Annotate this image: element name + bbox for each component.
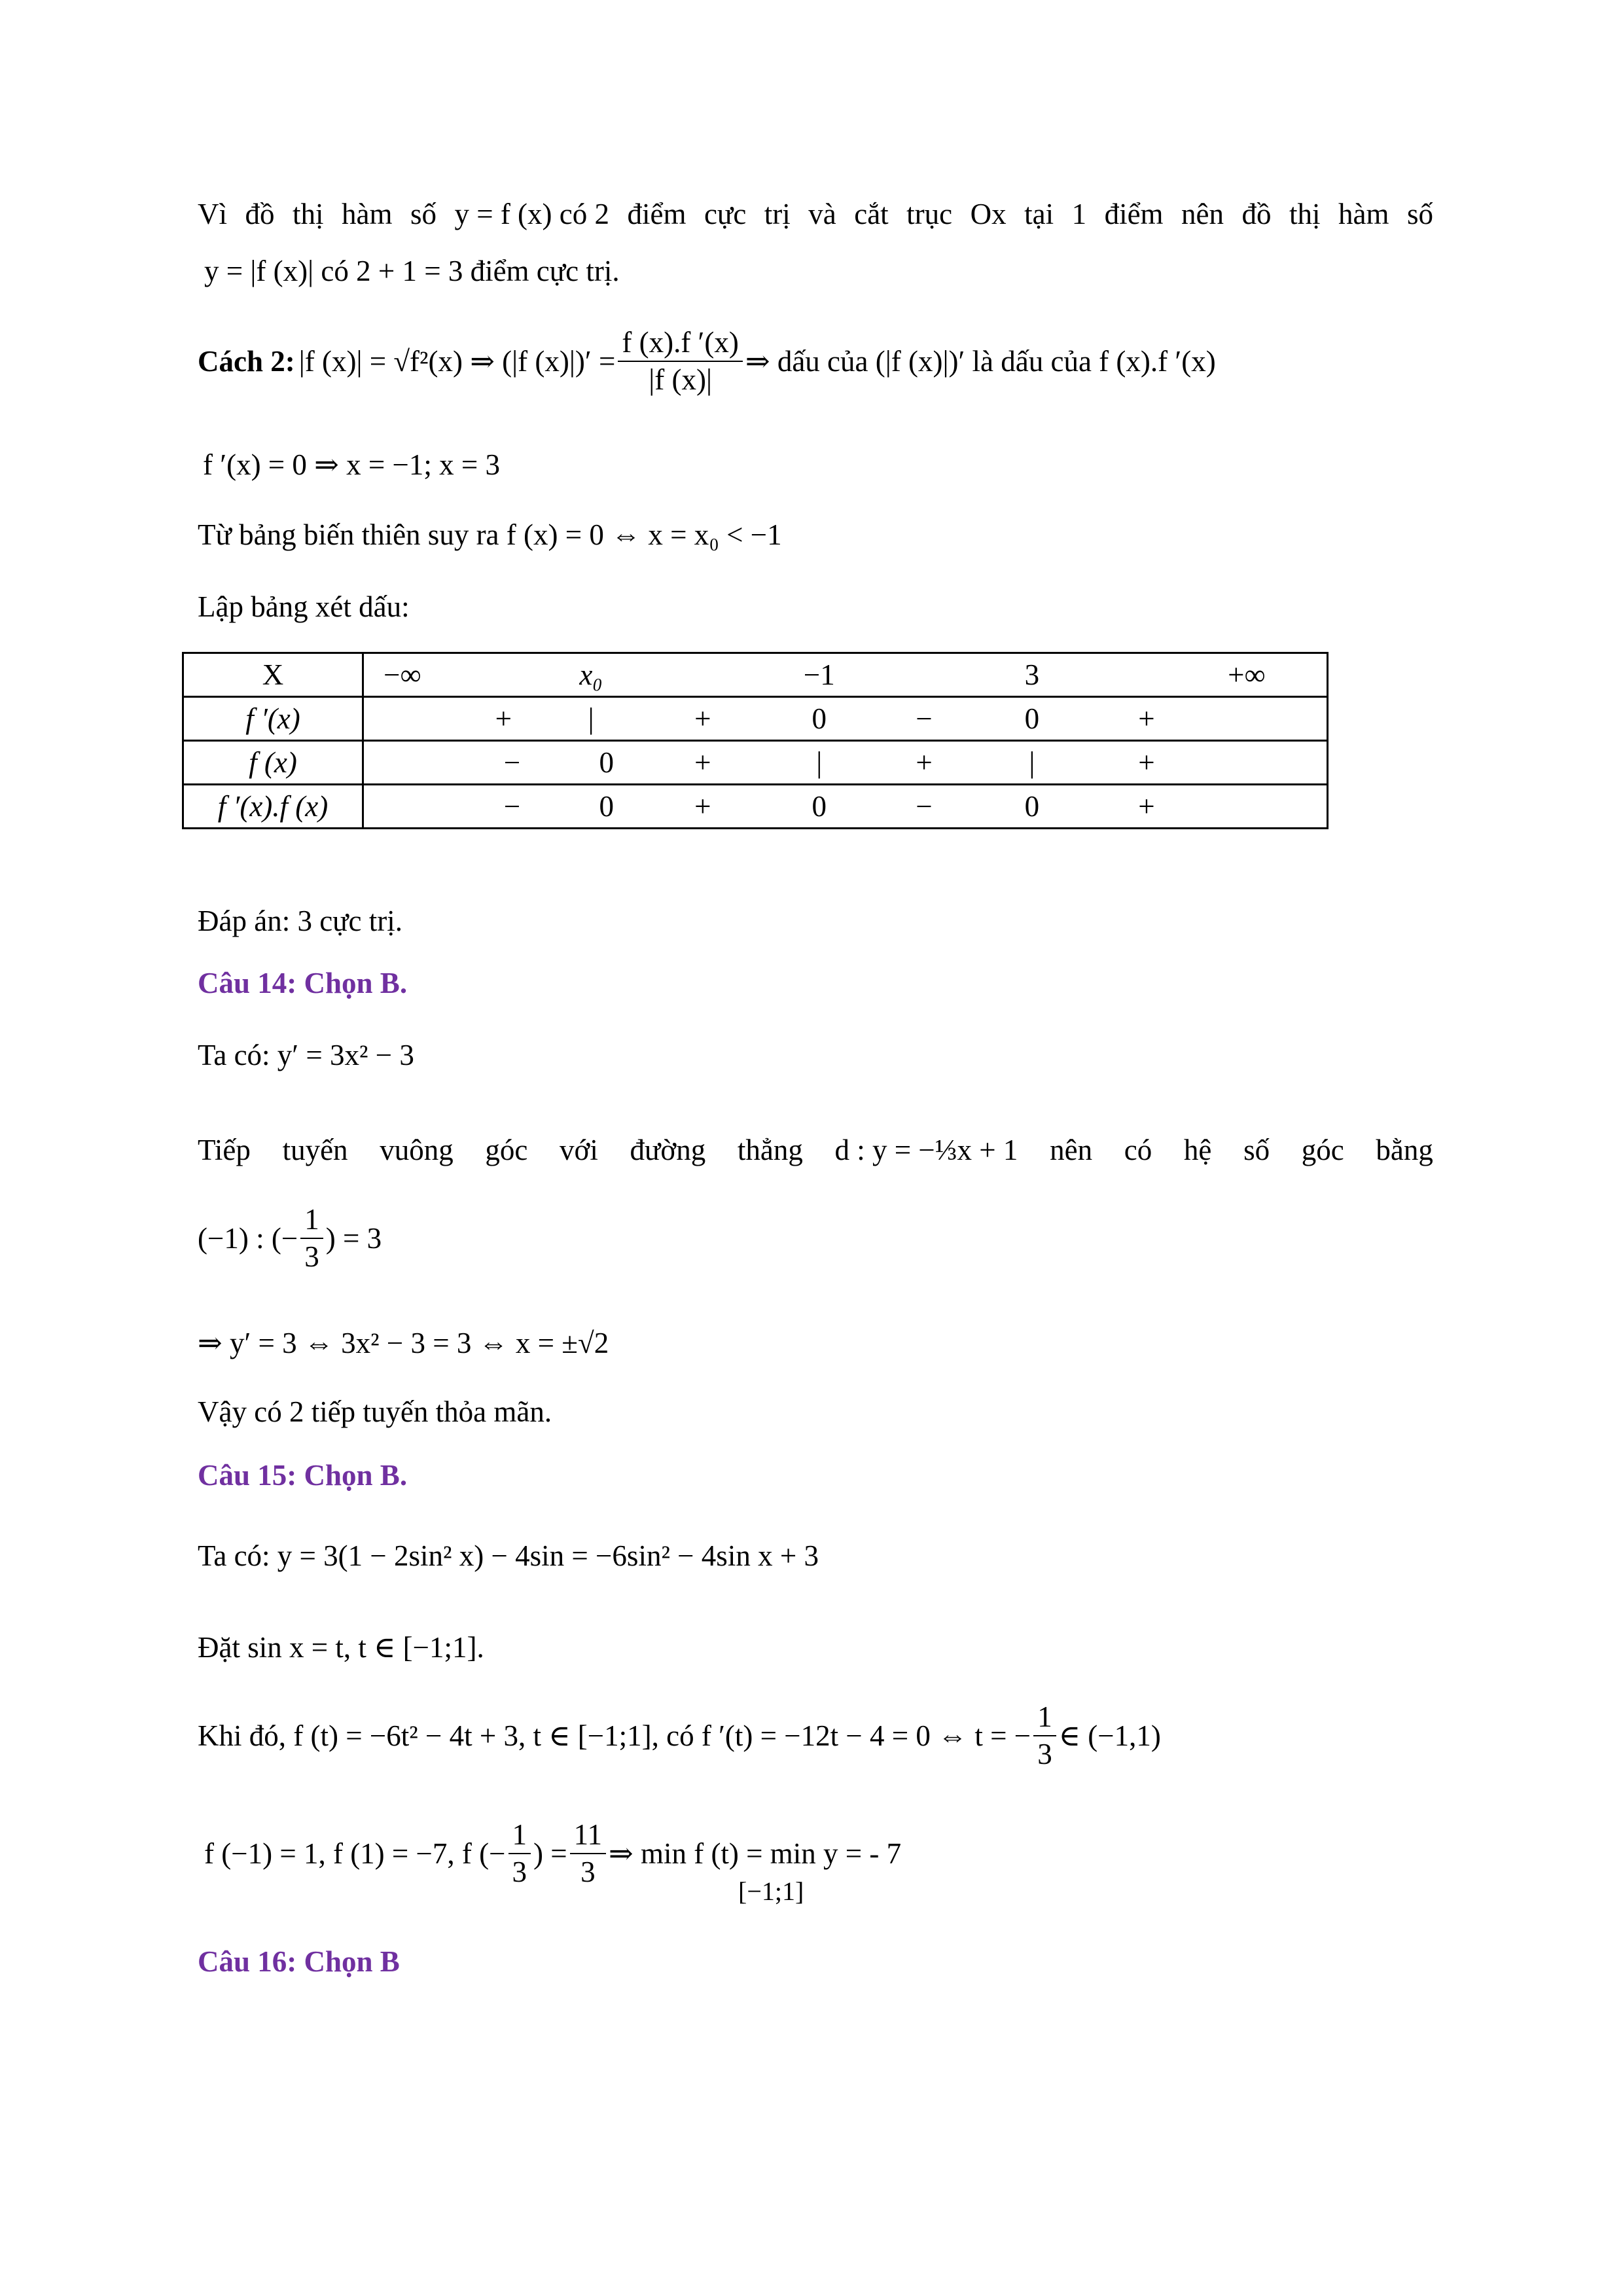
- intro-word: điểm: [1104, 198, 1164, 230]
- q14-word: số: [1243, 1134, 1270, 1166]
- q15-fraction: [1033, 1702, 1056, 1770]
- q15-frac-numerator: 1: [1033, 1702, 1056, 1736]
- row-label-f: f (x): [183, 741, 363, 785]
- cach2-frac-denominator: |f (x)|: [649, 363, 712, 397]
- intro-word: số: [1406, 198, 1433, 230]
- sign: 0: [1024, 702, 1040, 735]
- value-three: 3: [1024, 658, 1040, 691]
- q15-line4-right: ⇒ min f (t) = min y = - 7: [609, 1837, 902, 1870]
- intro-word: thị: [292, 198, 324, 230]
- sign: +: [916, 746, 933, 779]
- q15-line-2: Đặt sin x = t, t ∈ [−1;1].: [198, 1631, 484, 1664]
- q14-frac-denominator: 3: [304, 1240, 319, 1274]
- sign: +: [1138, 702, 1155, 735]
- intro-word: điểm: [627, 198, 687, 230]
- derivative-line: f ′(x) = 0 ⇒ x = −1; x = 3: [203, 448, 501, 481]
- sign: +: [694, 790, 711, 823]
- q14-word: với: [560, 1134, 598, 1166]
- intro-line-1: [198, 200, 1433, 229]
- q15-frac-a-numerator: 1: [508, 1820, 531, 1854]
- q14-word: bằng: [1376, 1134, 1433, 1166]
- row-x-values: [363, 653, 1328, 697]
- sign: −: [503, 746, 521, 779]
- value-minus-one: −1: [803, 658, 835, 691]
- question-14-heading: Câu 14: Chọn B.: [198, 967, 408, 999]
- q15-line4-left: f (−1) = 1, f (1) = −7, f (−: [204, 1837, 506, 1870]
- cach2-fraction: [618, 327, 743, 396]
- intro-word: Ox: [970, 198, 1007, 230]
- q14-word: vuông: [380, 1134, 454, 1166]
- intro-word: nên: [1181, 198, 1224, 230]
- q14-word: thẳng: [737, 1134, 803, 1166]
- q15-line-3: [198, 1702, 1161, 1770]
- q15-frac-denominator: 3: [1037, 1738, 1052, 1771]
- q14-word: có: [1124, 1134, 1152, 1166]
- intro-word: thị: [1289, 198, 1321, 230]
- row-label-product: f ′(x).f (x): [183, 785, 363, 829]
- q14-line-4: ⇒ y′ = 3 ⇔ 3x² − 3 = 3 ⇔ x = ±√2: [198, 1327, 609, 1359]
- sign-table-row-f: [183, 741, 1328, 785]
- sign: −: [503, 790, 521, 823]
- question-15-heading: Câu 15: Chọn B.: [198, 1459, 408, 1492]
- sign: +: [1138, 746, 1155, 779]
- q15-frac-a-denominator: 3: [512, 1856, 527, 1889]
- sign: +: [694, 746, 711, 779]
- intro-word: trục: [906, 198, 953, 230]
- q15-min-subscript: [−1;1]: [738, 1876, 804, 1906]
- intro-word: và: [808, 198, 836, 230]
- q15-line4-mid: ) =: [533, 1837, 567, 1870]
- cach2-frac-numerator: f (x).f ′(x): [618, 327, 743, 362]
- sign: −: [916, 790, 933, 823]
- q14-word: d : y = −⅓x + 1: [834, 1134, 1018, 1166]
- value-plus-infinity: +∞: [1228, 658, 1266, 691]
- row-product-signs: [363, 785, 1328, 829]
- q14-line-3: [198, 1204, 382, 1273]
- row-label-x: X: [183, 653, 363, 697]
- intro-word: cắt: [854, 198, 889, 230]
- q14-line-1: Ta có: y′ = 3x² − 3: [198, 1039, 414, 1071]
- sign: −: [916, 702, 933, 735]
- q14-word: góc: [1301, 1134, 1344, 1166]
- sign-table-row-fprime: [183, 697, 1328, 741]
- sign: |: [1029, 746, 1035, 779]
- bbt-line: Từ bảng biến thiên suy ra f (x) = 0 ⇔ x = x₀ < −1: [198, 518, 782, 551]
- intro-word: 1: [1071, 198, 1087, 230]
- sign: +: [495, 702, 512, 735]
- sign: 0: [812, 790, 827, 823]
- sign: |: [816, 746, 823, 779]
- sign: 0: [812, 702, 827, 735]
- intro-word: tại: [1024, 198, 1054, 230]
- answer-13: Đáp án: 3 cực trị.: [198, 905, 403, 937]
- cach2-formula-right: ⇒ dấu của (|f (x)|)′ là dấu của f (x).f ′(x): [745, 344, 1216, 378]
- intro-word: số: [410, 198, 437, 230]
- cach2-label: Cách 2:: [198, 344, 295, 378]
- q14-word: Tiếp: [198, 1134, 251, 1166]
- cach2-formula-left: |f (x)| = √f²(x) ⇒ (|f (x)|)′ =: [298, 344, 616, 378]
- value-minus-infinity: −∞: [383, 658, 421, 691]
- q15-frac-b-numerator: 11: [570, 1820, 606, 1854]
- q14-word: đường: [630, 1134, 706, 1166]
- q14-line-2: [198, 1136, 1433, 1165]
- q14-line-5: Vậy có 2 tiếp tuyến thỏa mãn.: [198, 1395, 552, 1428]
- q14-line3-right: ) = 3: [325, 1221, 382, 1255]
- intro-word: đồ: [1241, 198, 1272, 230]
- q14-fraction: [300, 1204, 323, 1273]
- sign-table-row-x: [183, 653, 1328, 697]
- value-x0: x₀: [579, 658, 603, 691]
- q15-fraction-a: [508, 1820, 531, 1888]
- q14-frac-numerator: 1: [300, 1204, 323, 1239]
- sign-table: [182, 652, 1329, 829]
- q14-word: nên: [1050, 1134, 1093, 1166]
- intro-line-2: y = |f (x)| có 2 + 1 = 3 điểm cực trị.: [204, 255, 620, 287]
- q15-line3-right: ∈ (−1,1): [1058, 1719, 1161, 1752]
- q15-line-1: Ta có: y = 3(1 − 2sin² x) − 4sin = −6sin² − 4sin x + 3: [198, 1539, 819, 1572]
- q14-word: hệ: [1183, 1134, 1212, 1166]
- sign: +: [694, 702, 711, 735]
- intro-word: đồ: [245, 198, 275, 230]
- intro-word: trị: [764, 198, 791, 230]
- row-f-signs: [363, 741, 1328, 785]
- q14-line3-left: (−1) : (−: [198, 1221, 298, 1255]
- q15-fraction-b: [570, 1820, 606, 1888]
- sign: +: [1138, 790, 1155, 823]
- intro-word: cực: [704, 198, 747, 230]
- intro-word: hàm: [1338, 198, 1389, 230]
- row-fprime-signs: [363, 697, 1328, 741]
- sign: 0: [599, 746, 614, 779]
- q14-word: tuyến: [282, 1134, 348, 1166]
- sign-table-row-product: [183, 785, 1328, 829]
- q15-line3-left: Khi đó, f (t) = −6t² − 4t + 3, t ∈ [−1;1], có f ′(t) = −12t − 4 = 0 ⇔ t = −: [198, 1719, 1031, 1752]
- intro-word: Vì: [198, 198, 227, 230]
- q15-frac-b-denominator: 3: [580, 1856, 596, 1889]
- sign-table-title: Lập bảng xét dấu:: [198, 590, 410, 623]
- q14-word: góc: [485, 1134, 528, 1166]
- sign: |: [588, 702, 594, 735]
- question-16-heading: Câu 16: Chọn B: [198, 1945, 400, 1978]
- sign: 0: [599, 790, 614, 823]
- row-label-fprime: f ′(x): [183, 697, 363, 741]
- sign: 0: [1024, 790, 1040, 823]
- intro-word: hàm: [341, 198, 393, 230]
- cach2-line: [198, 327, 1216, 396]
- intro-word: y = f (x) có 2: [454, 198, 609, 230]
